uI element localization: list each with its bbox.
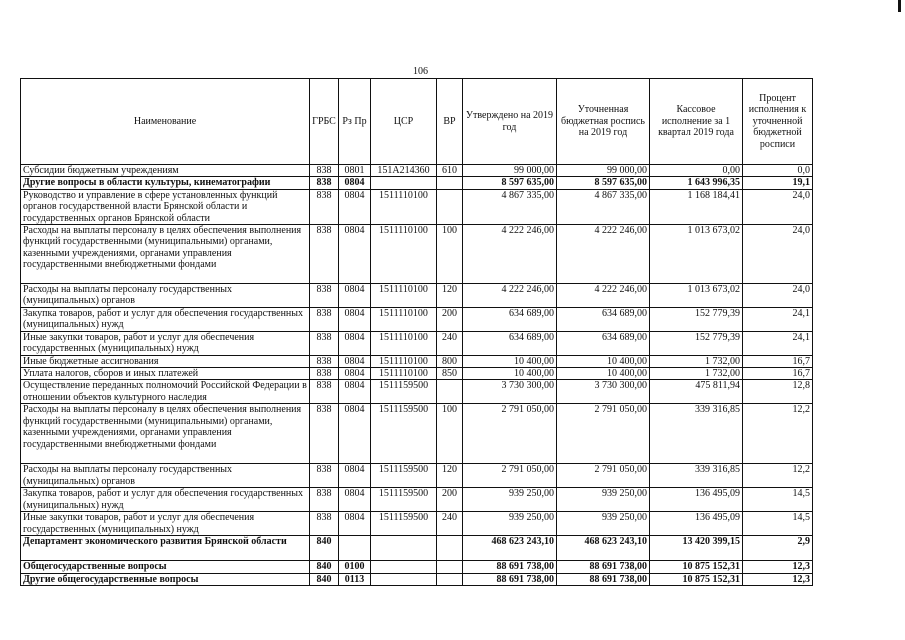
cell-grbs: 838 (310, 368, 339, 380)
cell-cash: 136 495,09 (650, 488, 743, 512)
cell-cash: 10 875 152,31 (650, 561, 743, 573)
cell-rzpr: 0804 (339, 380, 371, 404)
table-row (21, 380, 813, 404)
cell-percent: 24,1 (743, 307, 813, 331)
cell-vr: 100 (437, 404, 463, 464)
table-row (21, 331, 813, 355)
cell-rzpr: 0804 (339, 488, 371, 512)
cell-percent: 24,0 (743, 284, 813, 308)
cell-revised: 4 222 246,00 (557, 284, 650, 308)
cell-csr: 1511159500 (371, 404, 437, 464)
header-rzpr: Рз Пр (339, 79, 371, 165)
cell-approved: 99 000,00 (463, 165, 557, 177)
cell-revised: 3 730 300,00 (557, 380, 650, 404)
cell-name: Субсидии бюджетным учреждениям (21, 165, 310, 177)
cell-approved: 939 250,00 (463, 512, 557, 536)
cell-approved: 2 791 050,00 (463, 404, 557, 464)
table-header-row (21, 79, 813, 165)
cell-percent: 24,0 (743, 225, 813, 284)
cell-name: Иные закупки товаров, работ и услуг для обеспечения государственных (муниципальных) нужд (21, 331, 310, 355)
cell-approved: 88 691 738,00 (463, 573, 557, 585)
page-edge-mark (898, 0, 901, 12)
cell-cash: 1 013 673,02 (650, 225, 743, 284)
cell-name: Руководство и управление в сфере установленных функций органов государственной власти Брянской области и государственных органов Брянской области (21, 189, 310, 224)
cell-vr: 200 (437, 488, 463, 512)
cell-approved: 4 867 335,00 (463, 189, 557, 224)
cell-rzpr: 0804 (339, 512, 371, 536)
cell-csr: 1511110100 (371, 368, 437, 380)
table-row (21, 189, 813, 224)
cell-cash: 0,00 (650, 165, 743, 177)
cell-rzpr: 0804 (339, 355, 371, 367)
cell-revised: 468 623 243,10 (557, 536, 650, 561)
cell-percent: 24,0 (743, 189, 813, 224)
cell-vr: 240 (437, 331, 463, 355)
cell-revised: 4 222 246,00 (557, 225, 650, 284)
cell-approved: 4 222 246,00 (463, 225, 557, 284)
cell-approved: 2 791 050,00 (463, 464, 557, 488)
header-vr: ВР (437, 79, 463, 165)
cell-grbs: 838 (310, 380, 339, 404)
header-approved: Утверждено на 2019 год (463, 79, 557, 165)
cell-vr: 120 (437, 464, 463, 488)
cell-percent: 14,5 (743, 512, 813, 536)
cell-rzpr: 0804 (339, 189, 371, 224)
cell-name: Расходы на выплаты персоналу государственных (муниципальных) органов (21, 464, 310, 488)
cell-vr (437, 380, 463, 404)
cell-csr (371, 573, 437, 585)
cell-grbs: 840 (310, 573, 339, 585)
cell-vr (437, 189, 463, 224)
cell-grbs: 838 (310, 355, 339, 367)
table-row (21, 368, 813, 380)
cell-rzpr (339, 536, 371, 561)
cell-revised: 99 000,00 (557, 165, 650, 177)
header-grbs: ГРБС (310, 79, 339, 165)
cell-vr (437, 561, 463, 573)
cell-grbs: 838 (310, 225, 339, 284)
cell-percent: 16,7 (743, 368, 813, 380)
cell-name: Иные закупки товаров, работ и услуг для обеспечения государственных (муниципальных) нужд (21, 512, 310, 536)
cell-csr (371, 561, 437, 573)
cell-cash: 339 316,85 (650, 464, 743, 488)
cell-cash: 152 779,39 (650, 331, 743, 355)
cell-csr: 1511159500 (371, 488, 437, 512)
cell-approved: 3 730 300,00 (463, 380, 557, 404)
cell-approved: 634 689,00 (463, 331, 557, 355)
cell-vr: 120 (437, 284, 463, 308)
cell-approved: 8 597 635,00 (463, 177, 557, 189)
table-row (21, 307, 813, 331)
cell-percent: 19,1 (743, 177, 813, 189)
table-row (21, 225, 813, 284)
cell-name: Расходы на выплаты персоналу в целях обеспечения выполнения функций государственными (муниципальными) органами, казенными учреждениями, органами управления государственными внебюджетными фондами (21, 404, 310, 464)
cell-csr: 1511110100 (371, 225, 437, 284)
cell-grbs: 838 (310, 488, 339, 512)
cell-grbs: 840 (310, 536, 339, 561)
table-row (21, 177, 813, 189)
cell-rzpr: 0804 (339, 404, 371, 464)
cell-csr: 1511110100 (371, 355, 437, 367)
cell-name: Департамент экономического развития Брянской области (21, 536, 310, 561)
cell-cash: 1 168 184,41 (650, 189, 743, 224)
header-cash: Кассовое исполнение за 1 квартал 2019 года (650, 79, 743, 165)
cell-name: Другие общегосударственные вопросы (21, 573, 310, 585)
cell-csr: 1511159500 (371, 464, 437, 488)
cell-revised: 939 250,00 (557, 512, 650, 536)
cell-approved: 10 400,00 (463, 368, 557, 380)
cell-cash: 152 779,39 (650, 307, 743, 331)
table-row (21, 561, 813, 573)
cell-percent: 12,8 (743, 380, 813, 404)
cell-revised: 634 689,00 (557, 307, 650, 331)
cell-csr: 151А214360 (371, 165, 437, 177)
cell-percent: 12,3 (743, 573, 813, 585)
cell-percent: 12,2 (743, 404, 813, 464)
cell-percent: 16,7 (743, 355, 813, 367)
cell-grbs: 838 (310, 331, 339, 355)
cell-cash: 475 811,94 (650, 380, 743, 404)
cell-name: Другие вопросы в области культуры, кинематографии (21, 177, 310, 189)
cell-revised: 88 691 738,00 (557, 573, 650, 585)
cell-vr: 610 (437, 165, 463, 177)
cell-rzpr: 0801 (339, 165, 371, 177)
cell-csr: 1511159500 (371, 512, 437, 536)
table-row (21, 464, 813, 488)
cell-name: Иные бюджетные ассигнования (21, 355, 310, 367)
cell-cash: 1 732,00 (650, 355, 743, 367)
cell-vr: 200 (437, 307, 463, 331)
cell-percent: 2,9 (743, 536, 813, 561)
cell-approved: 634 689,00 (463, 307, 557, 331)
cell-approved: 88 691 738,00 (463, 561, 557, 573)
cell-name: Уплата налогов, сборов и иных платежей (21, 368, 310, 380)
cell-rzpr: 0804 (339, 284, 371, 308)
cell-vr (437, 536, 463, 561)
cell-csr: 1511110100 (371, 189, 437, 224)
header-csr: ЦСР (371, 79, 437, 165)
table-row (21, 536, 813, 561)
cell-rzpr: 0100 (339, 561, 371, 573)
cell-vr (437, 573, 463, 585)
cell-cash: 10 875 152,31 (650, 573, 743, 585)
table-row (21, 488, 813, 512)
cell-rzpr: 0804 (339, 225, 371, 284)
cell-revised: 634 689,00 (557, 331, 650, 355)
cell-revised: 8 597 635,00 (557, 177, 650, 189)
table-body (21, 165, 813, 586)
cell-revised: 10 400,00 (557, 355, 650, 367)
cell-revised: 2 791 050,00 (557, 464, 650, 488)
cell-grbs: 838 (310, 284, 339, 308)
cell-cash: 1 013 673,02 (650, 284, 743, 308)
cell-cash: 339 316,85 (650, 404, 743, 464)
cell-grbs: 838 (310, 189, 339, 224)
header-name: Наименование (21, 79, 310, 165)
cell-rzpr: 0804 (339, 368, 371, 380)
cell-csr: 1511110100 (371, 307, 437, 331)
cell-revised: 10 400,00 (557, 368, 650, 380)
cell-rzpr: 0804 (339, 177, 371, 189)
cell-approved: 939 250,00 (463, 488, 557, 512)
cell-revised: 2 791 050,00 (557, 404, 650, 464)
cell-name: Расходы на выплаты персоналу в целях обеспечения выполнения функций государственными (муниципальными) органами, казенными учреждениями, органами управления государственными внебюджетными фондами (21, 225, 310, 284)
cell-grbs: 838 (310, 307, 339, 331)
cell-csr: 1511159500 (371, 380, 437, 404)
budget-table (20, 78, 813, 586)
cell-csr (371, 177, 437, 189)
cell-grbs: 838 (310, 512, 339, 536)
table-row (21, 165, 813, 177)
cell-grbs: 840 (310, 561, 339, 573)
header-percent: Процент исполнения к уточненной бюджетной росписи (743, 79, 813, 165)
cell-cash: 1 643 996,35 (650, 177, 743, 189)
cell-grbs: 838 (310, 177, 339, 189)
cell-cash: 1 732,00 (650, 368, 743, 380)
cell-rzpr: 0113 (339, 573, 371, 585)
table-row (21, 512, 813, 536)
cell-vr: 850 (437, 368, 463, 380)
header-revised: Уточненная бюджетная роспись на 2019 год (557, 79, 650, 165)
cell-rzpr: 0804 (339, 307, 371, 331)
cell-revised: 939 250,00 (557, 488, 650, 512)
cell-cash: 136 495,09 (650, 512, 743, 536)
cell-csr (371, 536, 437, 561)
cell-percent: 14,5 (743, 488, 813, 512)
cell-revised: 88 691 738,00 (557, 561, 650, 573)
table-row (21, 284, 813, 308)
page-number: 106 (413, 66, 428, 77)
table-row (21, 573, 813, 585)
table-row (21, 404, 813, 464)
cell-grbs: 838 (310, 464, 339, 488)
cell-vr: 240 (437, 512, 463, 536)
table-row (21, 355, 813, 367)
cell-name: Закупка товаров, работ и услуг для обеспечения государственных (муниципальных) нужд (21, 488, 310, 512)
cell-approved: 468 623 243,10 (463, 536, 557, 561)
cell-grbs: 838 (310, 165, 339, 177)
cell-approved: 10 400,00 (463, 355, 557, 367)
cell-revised: 4 867 335,00 (557, 189, 650, 224)
cell-name: Общегосударственные вопросы (21, 561, 310, 573)
cell-rzpr: 0804 (339, 464, 371, 488)
cell-percent: 24,1 (743, 331, 813, 355)
cell-name: Осуществление переданных полномочий Российской Федерации в отношении объектов культурного наследия (21, 380, 310, 404)
cell-cash: 13 420 399,15 (650, 536, 743, 561)
cell-percent: 12,2 (743, 464, 813, 488)
cell-csr: 1511110100 (371, 331, 437, 355)
cell-vr (437, 177, 463, 189)
cell-vr: 800 (437, 355, 463, 367)
cell-csr: 1511110100 (371, 284, 437, 308)
cell-vr: 100 (437, 225, 463, 284)
cell-percent: 0,0 (743, 165, 813, 177)
cell-percent: 12,3 (743, 561, 813, 573)
cell-rzpr: 0804 (339, 331, 371, 355)
cell-name: Расходы на выплаты персоналу государственных (муниципальных) органов (21, 284, 310, 308)
cell-name: Закупка товаров, работ и услуг для обеспечения государственных (муниципальных) нужд (21, 307, 310, 331)
cell-approved: 4 222 246,00 (463, 284, 557, 308)
cell-grbs: 838 (310, 404, 339, 464)
